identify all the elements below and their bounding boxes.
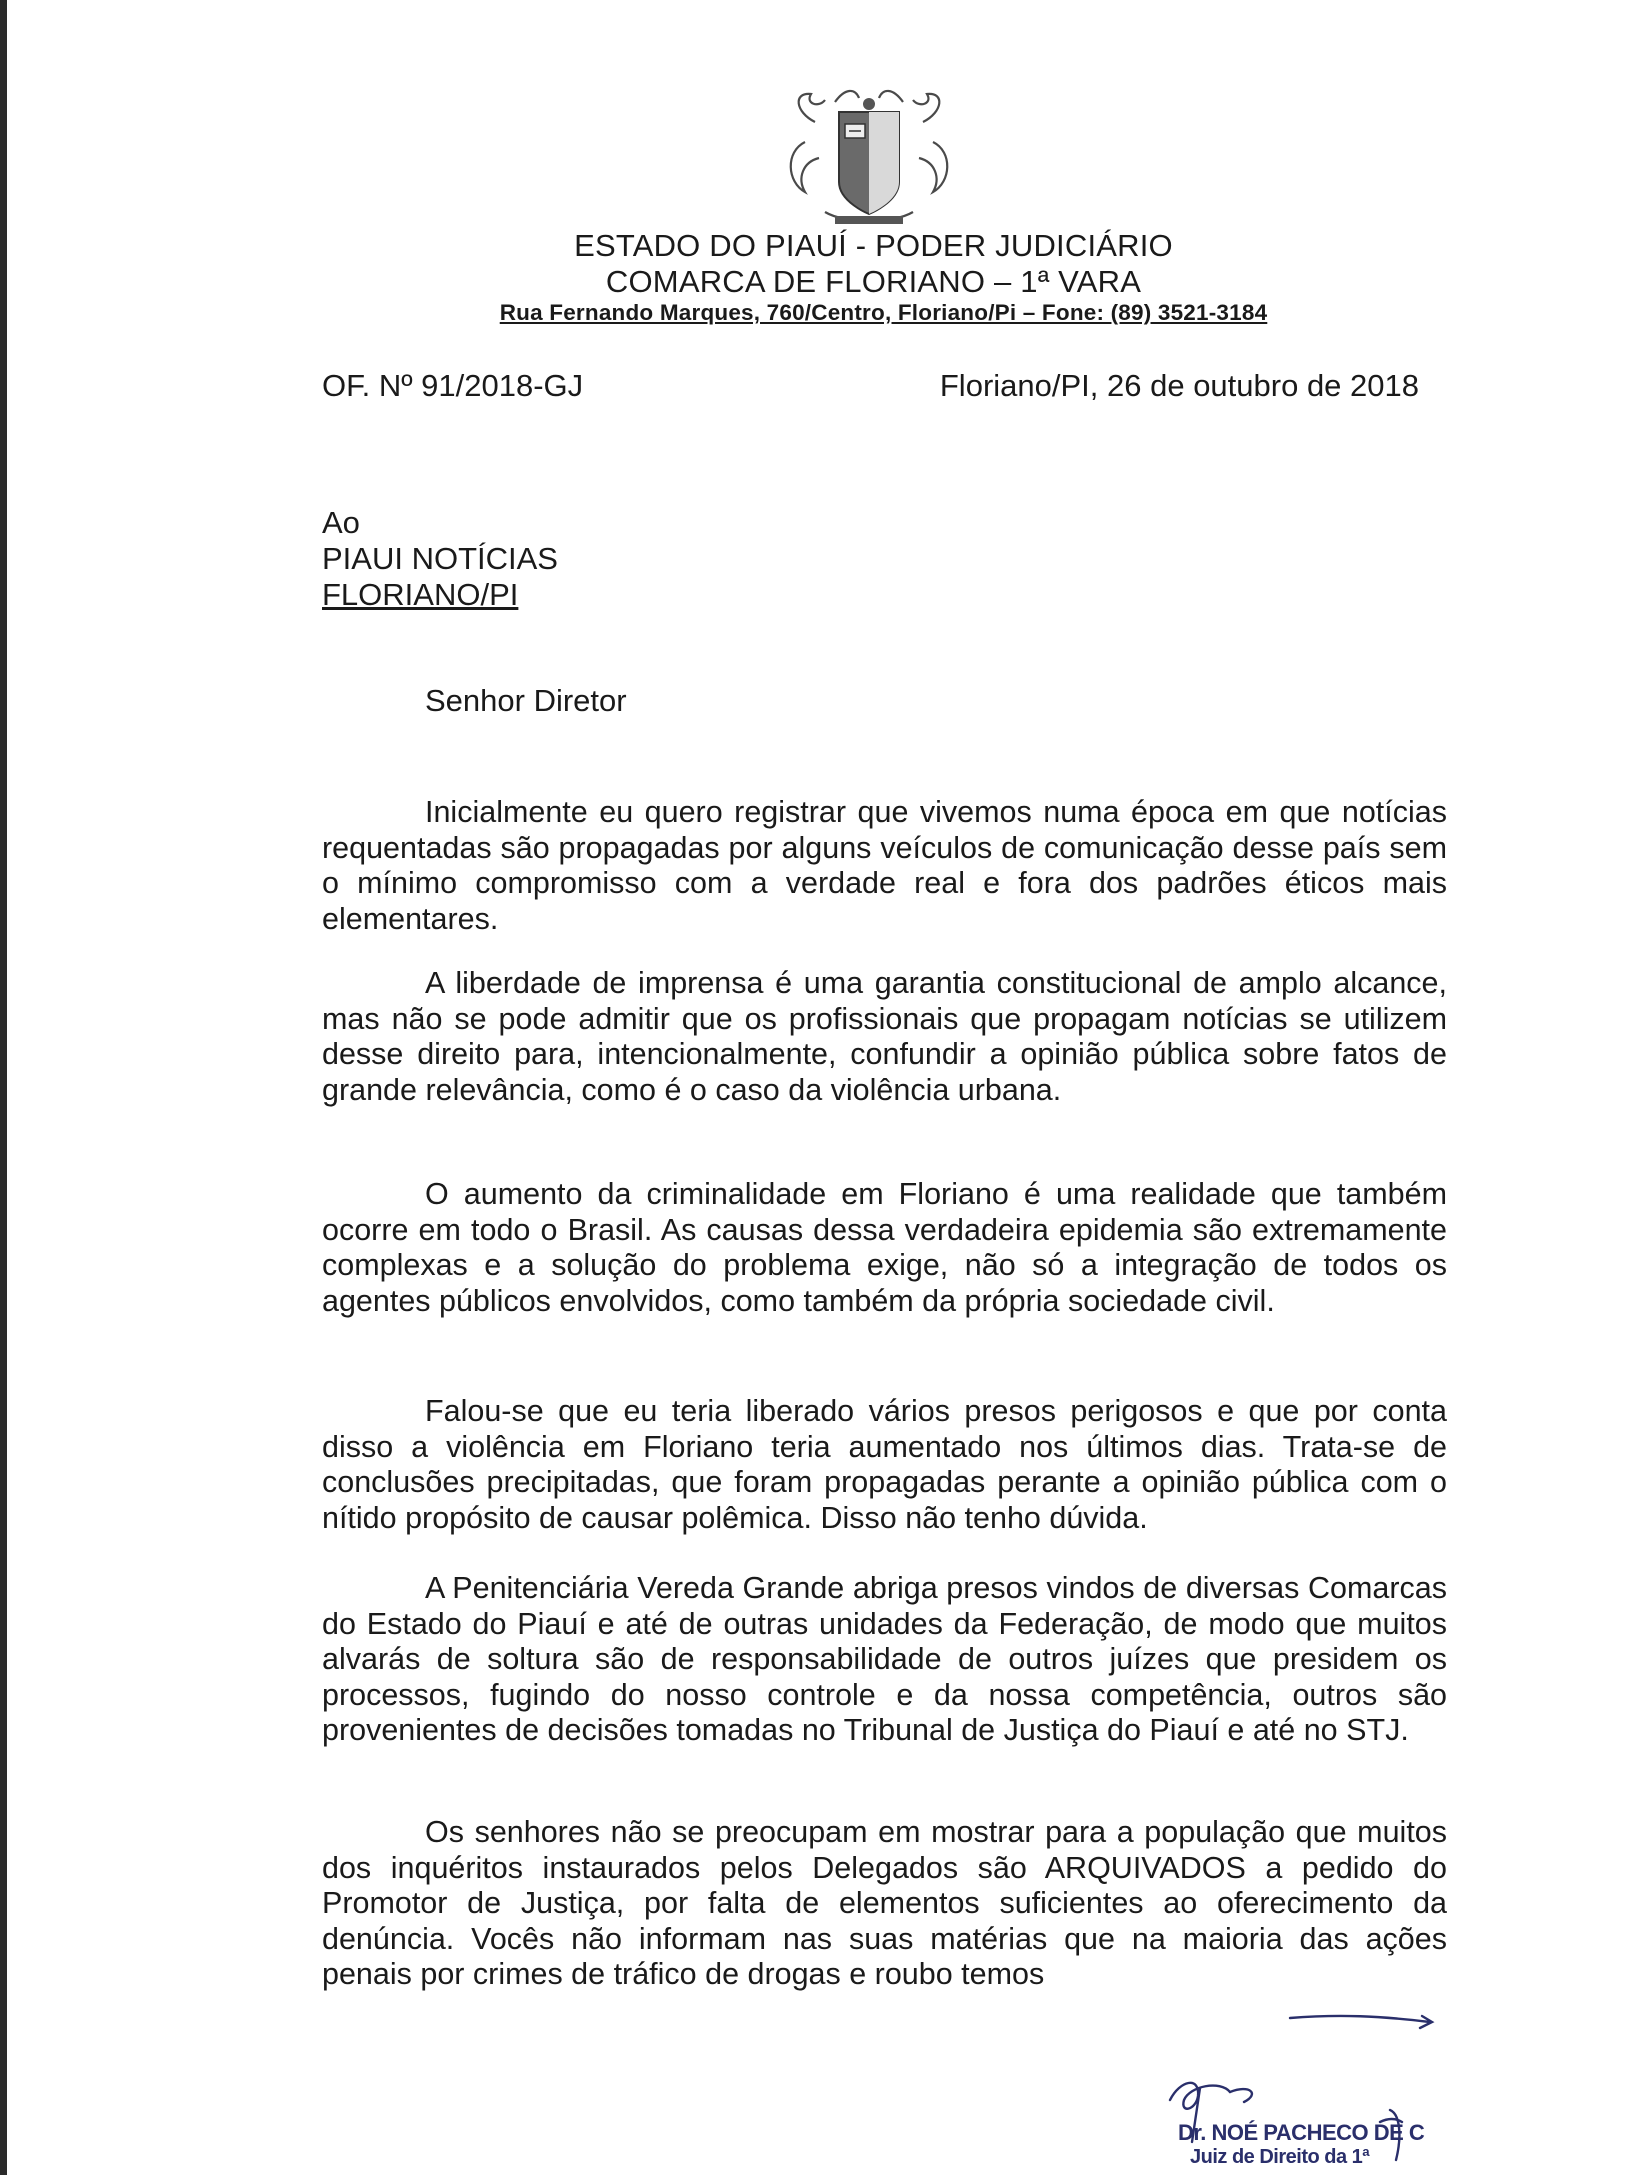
body-paragraph: O aumento da criminalidade em Floriano é uma realidade que também ocorre em todo o Brasil. As causas dessa verdadeira epidemia são extremamente complexas e a solução do problema exige, não só a integração de todos os agentes públicos envolvidos, como também da própria sociedade civil. — [322, 1177, 1447, 1318]
header-state: ESTADO DO PIAUÍ - PODER JUDICIÁRIO — [574, 228, 1173, 263]
body-paragraph: Inicialmente eu quero registrar que vivemos numa época em que notícias requentadas são propagadas por alguns veículos de comunicação desse país sem o mínimo compromisso com a verdade real e fora dos padrões éticos mais elementares. — [322, 795, 1447, 936]
body-paragraph: Os senhores não se preocupam em mostrar para a população que muitos dos inquéritos instaurados pelos Delegados são ARQUIVADOS a pedido do Promotor de Justiça, por falta de elementos suficientes ao oferecimento da denúncia. Vocês não informam nas suas matérias que na maioria das ações penais por crimes de tráfico de drogas e roubo temos — [322, 1815, 1447, 1991]
document-date: Floriano/PI, 26 de outubro de 2018 — [939, 368, 1419, 403]
header-address: Rua Fernando Marques, 760/Centro, Floriano/Pi – Fone: (89) 3521-3184 — [499, 300, 1268, 325]
office-number: OF. Nº 91/2018-GJ — [322, 368, 584, 403]
judge-stamp-title: Juiz de Direito da 1ª — [1190, 2146, 1370, 2168]
header-court: COMARCA DE FLORIANO – 1ª VARA — [605, 264, 1142, 299]
recipient-line-2: PIAUI NOTÍCIAS — [322, 541, 558, 576]
scan-border — [0, 0, 7, 2175]
salutation: Senhor Diretor — [425, 683, 627, 718]
recipient-line-1: Ao — [322, 505, 360, 540]
judge-stamp-name: Dr. NOÉ PACHECO DE C — [1178, 2120, 1425, 2145]
body-paragraph: Falou-se que eu teria liberado vários presos perigosos e que por conta disso a violência em Floriano teria aumentado nos últimos dias. Trata-se de conclusões precipitadas, que foram propagadas perante a opinião pública com o nítido propósito de causar polêmica. Disso não tenho dúvida. — [322, 1394, 1447, 1535]
body-paragraph: A Penitenciária Vereda Grande abriga presos vindos de diversas Comarcas do Estado do Piauí e até de outras unidades da Federação, de modo que muitos alvarás de soltura são de responsabilidade de outros juízes que presidem os processos, fugindo do nosso controle e da nossa competência, outros são provenientes de decisões tomadas no Tribunal de Justiça do Piauí e até no STJ. — [322, 1571, 1447, 1747]
recipient-line-3: FLORIANO/PI — [322, 577, 519, 612]
body-paragraph: A liberdade de imprensa é uma garantia constitucional de amplo alcance, mas não se pode admitir que os profissionais que propagam notícias se utilizem desse direito para, intencionalmente, confundir a opinião pública sobre fatos de grande relevância, como é o caso da violência urbana. — [322, 966, 1447, 1107]
coat-of-arms-icon — [775, 82, 963, 232]
